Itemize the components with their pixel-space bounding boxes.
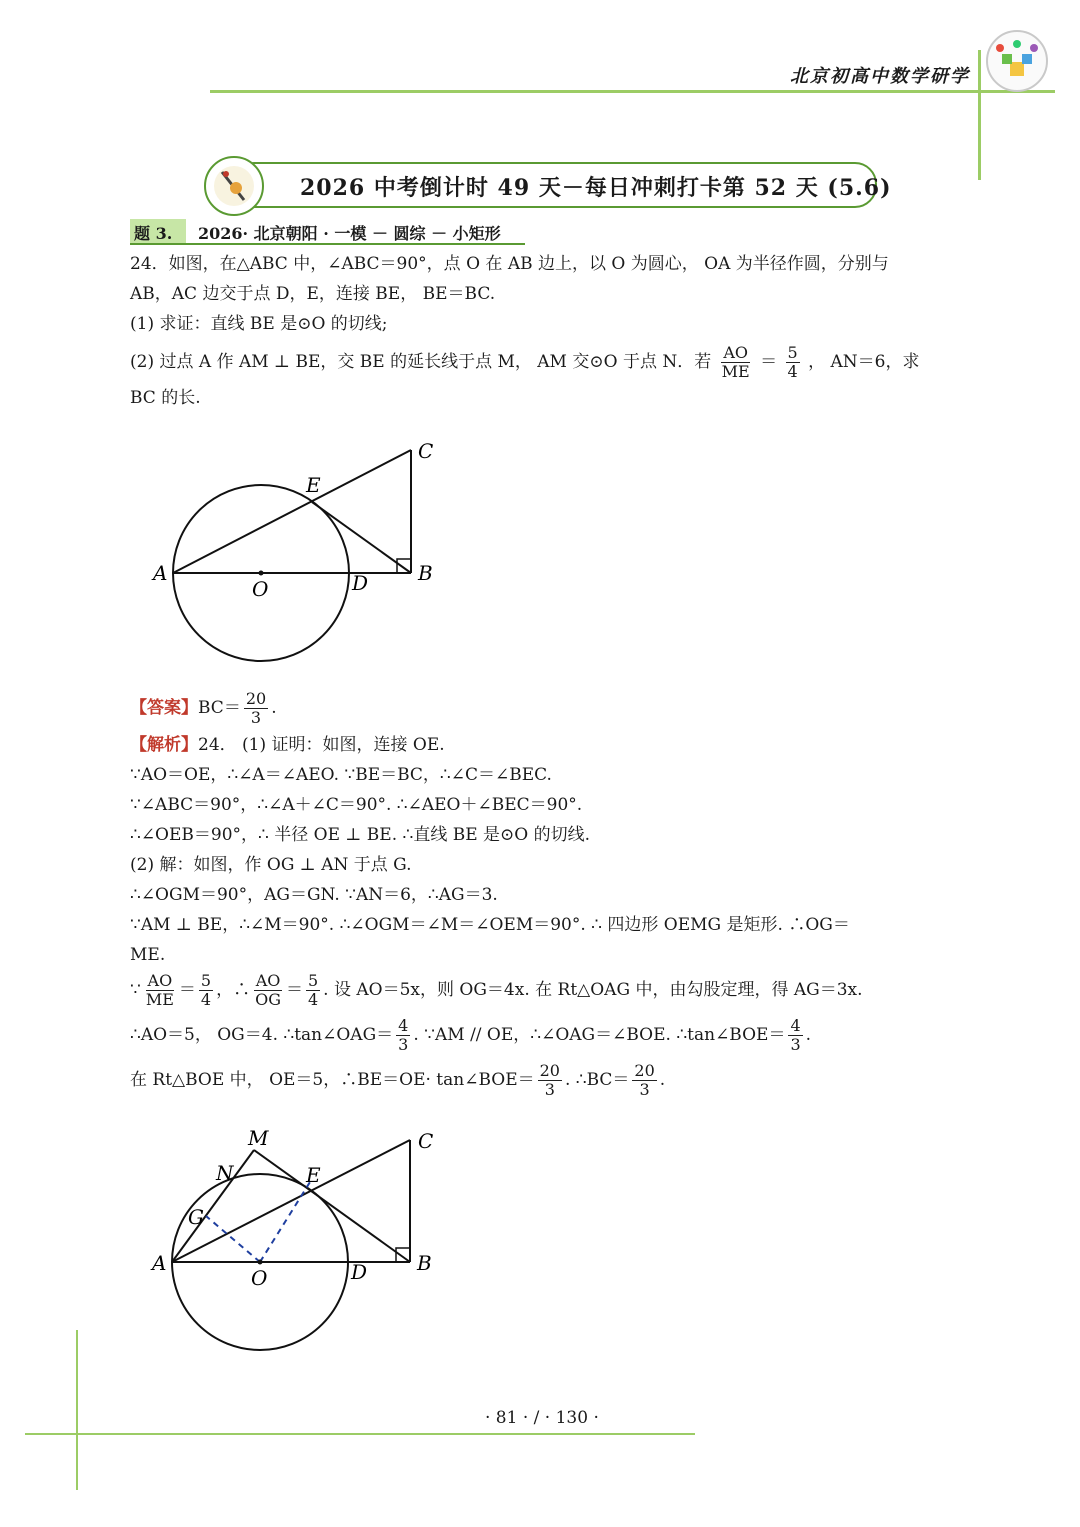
answer-fraction: $\frac{20}{3}$ [245,689,267,727]
solution-line-9: ∵ $\frac{AO}{ME}$ ＝ $\frac{5}{4}$ ，∴ $\frac{AO}{OG}$ ＝ $\frac{5}{4}$ . 设 AO＝5x，则 OG＝4x. 在 Rt△OAG 中，由勾股定理，得 AG＝3x. [130,971,863,1009]
title-badge-icon [204,156,264,216]
label-d: D [351,1260,368,1284]
solution-line-10: ∴AO＝5， OG＝4. ∴tan∠OAG＝ $\frac{4}{3}$ . ∵AM // OE，∴∠OAG＝∠BOE. ∴tan∠BOE＝ $\frac{4}{3}$ . [130,1016,812,1054]
geometry-figure-2 [140,1120,460,1360]
fraction-5-4-2: $\frac{5}{4}$ [200,971,212,1009]
fraction-ao-og: $\frac{AO}{OG}$ [255,971,281,1009]
answer-line [130,690,277,727]
brand-logo [986,30,1048,92]
page-number: · 81 · / · 130 · [485,1408,599,1428]
question-tag-underline [130,243,525,245]
solution-line-6: ∴∠OGM＝90°，AG＝GN. ∵AN＝6，∴AG＝3. [130,885,498,905]
problem-line-4-end: ， AN＝6，求 [808,352,920,372]
problem-line-5: BC 的长. [130,388,201,408]
label-g: G [188,1205,204,1229]
label-d: D [352,571,369,595]
problem-line-2: AB，AC 边交于点 D，E，连接 BE， BE＝BC. [130,284,496,304]
footer-vertical-divider [76,1330,78,1490]
answer-text: BC＝ [198,698,241,718]
fraction-20-3: $\frac{20}{3}$ [539,1061,560,1099]
label-n: N [216,1161,234,1185]
label-c: C [418,1129,434,1153]
answer-end: . [271,698,277,718]
solution-line-1-text: 24． (1) 证明：如图，连接 OE. [198,735,445,755]
solution-line-3: ∵∠ABC＝90°，∴∠A＋∠C＝90°. ∴∠AEO＋∠BEC＝90°. [130,795,583,815]
solution-line-4: ∴∠OEB＝90°，∴ 半径 OE ⊥ BE. ∴直线 BE 是⊙O 的切线. [130,825,591,845]
problem-line-4 [130,344,919,381]
label-c: C [418,439,434,463]
label-a: A [152,1251,167,1275]
question-tag: 题 3. [134,224,173,243]
answer-tag: 【答案】 [130,698,198,718]
problem-line-3: (1) 求证：直线 BE 是⊙O 的切线; [130,314,388,334]
label-b: B [417,1251,432,1275]
fraction-4-3-2: $\frac{4}{3}$ [790,1016,801,1054]
footer-divider [25,1433,695,1435]
solution-line-5: (2) 解：如图，作 OG ⊥ AN 于点 G. [130,855,412,875]
header-vertical-divider [978,50,981,180]
solution-tag: 【解析】 [130,735,198,755]
solution-line-7: ∵AM ⊥ BE，∴∠M＝90°. ∴∠OGM＝∠M＝∠OEM＝90°. ∴ 四边形 OEMG 是矩形. ∴OG＝ [130,915,850,935]
geometry-figure-1 [140,430,460,670]
fraction-5-4: $\frac{5}{4}$ [787,343,798,381]
solution-line-11: 在 Rt△BOE 中， OE＝5，∴BE＝OE· tan∠BOE＝ $\frac{20}{3}$ . ∴BC＝ $\frac{20}{3}$ . [130,1061,666,1099]
label-m: M [248,1126,269,1150]
label-e: E [306,473,321,497]
header-divider [210,90,1055,93]
label-b: B [418,561,433,585]
label-o: O [251,1266,268,1290]
label-e: E [306,1163,321,1187]
fraction-20-3-2: $\frac{20}{3}$ [634,1061,655,1099]
solution-line-1 [130,733,445,757]
header-brand: 北京初高中数学研学 [790,66,970,87]
fraction-4-3: $\frac{4}{3}$ [398,1016,409,1054]
fraction-ao-me-2: $\frac{AO}{ME}$ [145,971,174,1009]
fraction-5-4-3: $\frac{5}{4}$ [307,971,319,1009]
fraction-ao-me: $\frac{AO}{ME}$ [721,343,750,381]
page-title: 2026 中考倒计时 49 天－每日冲刺打卡第 52 天 (5.6) [300,175,892,201]
solution-line-2: ∵AO＝OE，∴∠A＝∠AEO. ∵BE＝BC，∴∠C＝∠BEC. [130,765,552,785]
label-a: A [153,561,168,585]
question-source: 2026· 北京朝阳 · 一模 － 圆综 － 小矩形 [198,224,501,243]
equals-sign: ＝ [760,352,778,372]
problem-line-4-text: (2) 过点 A 作 AM ⊥ BE，交 BE 的延长线于点 M， AM 交⊙O 于点 N．若 [130,352,712,372]
solution-line-8: ME. [130,945,166,965]
label-o: O [252,577,269,601]
problem-line-1: 24．如图，在△ABC 中，∠ABC＝90°，点 O 在 AB 边上，以 O 为圆心， OA 为半径作圆，分别与 [130,254,889,274]
